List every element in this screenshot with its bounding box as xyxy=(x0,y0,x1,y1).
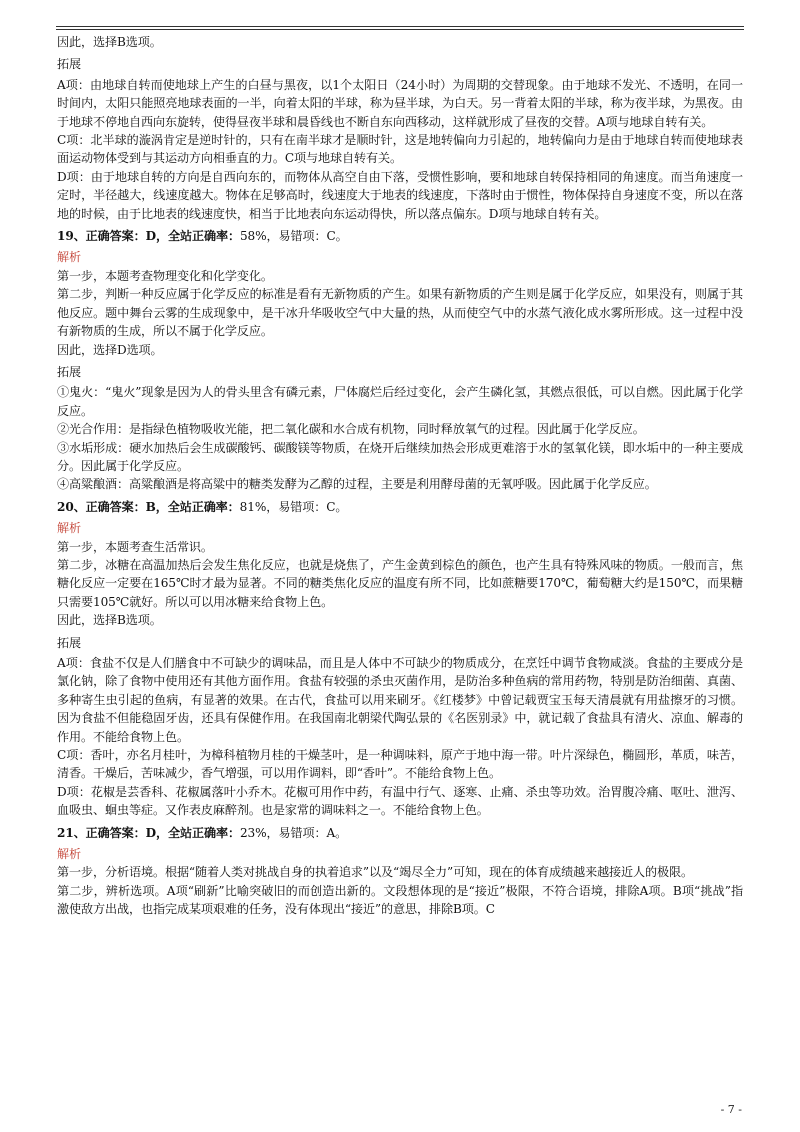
paragraph: C项：香叶，亦名月桂叶，为樟科植物月桂的干燥茎叶，是一种调味料，原产于地中海一带。叶片深绿色，椭圆形，革质，味苦，清香。干燥后，苦味减少，香气增强，可以用作调料，即“香叶”。不能给食物上色。 xyxy=(57,748,743,781)
paragraph: D项：由于地球自转的方向是自西向东的，而物体从高空自由下落，受惯性影响，要和地球自转保持相同的角速度。而当角速度一定时，半径越大，线速度越大。物体在足够高时，线速度大于地表的线速度，下落时由于惯性，物体保持自身速度不变，所以在落地的时候，由于比地表的线速度快，相当于比地表向东运动得快，所以落点偏东。D项与地球自转有关。 xyxy=(57,169,743,221)
paragraph: 第二步，辨析选项。A项“刷新”比喻突破旧的而创造出新的。文段想体现的是“接近”极限，不符合语境，排除A项。B项“挑战”指激使敌方出战，也指完成某项艰难的任务，没有体现出“接近”的意思，排除B项。C xyxy=(57,883,743,917)
paragraph: 第一步，本题考查物理变化和化学变化。 xyxy=(57,268,273,283)
answer-key: 21、正确答案：D，全站正确率： xyxy=(57,825,240,840)
paragraph: 第二步，冰糖在高温加热后会发生焦化反应，也就是烧焦了，产生金黄到棕色的颜色，也产生具有特殊风味的物质。一般而言，焦糖化反应一定要在165℃时才最为显著。不同的糖类焦化反应的温度有所不同，比如蔗糖要170℃，葡萄糖大约是150℃，而果糖只需要105℃就好。所以可以用冰糖来给食物上色。 xyxy=(57,557,743,609)
paragraph: C项：北半球的漩涡肯定是逆时针的，只有在南半球才是顺时针，这是地转偏向力引起的，地转偏向力是由于地球自转而使地球表面运动物体受到与其运动方向相垂直的力。C项与地球自转有关。 xyxy=(57,133,743,166)
header-rule xyxy=(56,26,744,27)
answer-line xyxy=(57,227,743,245)
paragraph: ①鬼火：“鬼火”现象是因为人的骨头里含有磷元素，尸体腐烂后经过变化，会产生磷化氢，其燃点很低，可以自燃。因此属于化学反应。 xyxy=(57,385,743,418)
paragraph: 第二步，判断一种反应属于化学反应的标准是看有无新物质的产生。如果有新物质的产生则是属于化学反应，如果没有，则属于其他反应。题中舞台云雾的生成现象中，是干冰升华吸收空气中大量的热，从而使空气中的水蒸气液化成水雾所形成。这一过程中没有新物质的生成，所以不属于化学反应。 xyxy=(57,287,743,339)
paragraph: A项：食盐不仅是人们膳食中不可缺少的调味品，而且是人体中不可缺少的物质成分，在烹饪中调节食物咸淡。食盐的主要成分是氯化钠，除了食物中使用还有其他方面作用。食盐有较强的杀虫灭菌作用，是防治多种鱼病的常用药物，特别是防治细菌、真菌、多种寄生虫引起的鱼病，有显著的效果。在古代，食盐可以用来刷牙。《红楼梦》中曾记载贾宝玉每天清晨就有用盐擦牙的习惯。因为食盐不但能稳固牙齿，还具有保健作用。在我国南北朝梁代陶弘景的《名医别录》中，就记载了食盐具有清火、凉血、解毒的作用。不能给食物上色。 xyxy=(57,656,743,744)
answer-stats: 81%，易错项：C。 xyxy=(239,499,348,514)
expand-heading: 拓展 xyxy=(57,57,81,72)
paragraph: 因此，选择D选项。 xyxy=(57,342,163,357)
paragraph: 第一步，本题考查生活常识。 xyxy=(57,539,213,554)
expand-heading: 拓展 xyxy=(57,364,81,379)
paragraph: 因此，选择B选项。 xyxy=(57,35,162,49)
expand-heading: 拓展 xyxy=(57,635,81,650)
answer-stats: 58%，易错项：C。 xyxy=(239,229,348,244)
page-number: - 7 - xyxy=(720,1103,742,1116)
document-body xyxy=(57,33,743,919)
answer-key: 19、正确答案：D，全站正确率： xyxy=(57,229,240,244)
analysis-heading: 解析 xyxy=(57,250,81,265)
answer-stats: 23%，易错项：A。 xyxy=(239,825,348,840)
paragraph: D项：花椒是芸香科、花椒属落叶小乔木。花椒可用作中药，有温中行气、逐寒、止痛、杀虫等功效。治胃腹冷痛、呕吐、泄泻、血吸虫、蛔虫等症。又作表皮麻醉剂。也是家常的调味料之一。不能给食物上色。 xyxy=(57,784,743,818)
paragraph: ④高粱酿酒：高粱酿酒是将高粱中的糖类发酵为乙醇的过程，主要是利用酵母菌的无氧呼吸。因此属于化学反应。 xyxy=(57,477,657,492)
analysis-heading: 解析 xyxy=(57,847,81,862)
paragraph: 因此，选择B选项。 xyxy=(57,613,162,628)
paragraph: ②光合作用：是指绿色植物吸收光能，把二氧化碳和水合成有机物，同时释放氧气的过程。因此属于化学反应。 xyxy=(57,422,645,437)
paragraph: 第一步，分析语境。根据“随着人类对挑战自身的执着追求”以及“竭尽全力”可知，现在的体育成绩越来越接近人的极限。 xyxy=(57,865,694,880)
answer-line xyxy=(57,824,743,842)
answer-key: 20、正确答案：B，全站正确率： xyxy=(57,499,240,514)
answer-line xyxy=(57,498,743,516)
analysis-heading: 解析 xyxy=(57,521,81,536)
paragraph: A项：由地球自转而使地球上产生的白昼与黑夜，以1个太阳日（24小时）为周期的交替现象。由于地球不发光、不透明，在同一时间内，太阳只能照亮地球表面的一半，向着太阳的半球，称为昼半球，为白天。另一背着太阳的半球，称为夜半球，为黑夜。由于地球不停地自西向东旋转，使得昼夜半球和晨昏线也不断自东向西移动，这样就形成了昼夜的交替。A项与地球自转有关。 xyxy=(57,77,743,129)
paragraph: ③水垢形成：硬水加热后会生成碳酸钙、碳酸镁等物质，在烧开后继续加热会形成更难溶于水的氢氧化镁，即水垢中的一种主要成分。因此属于化学反应。 xyxy=(57,440,743,473)
header-rule-inner xyxy=(56,29,744,30)
